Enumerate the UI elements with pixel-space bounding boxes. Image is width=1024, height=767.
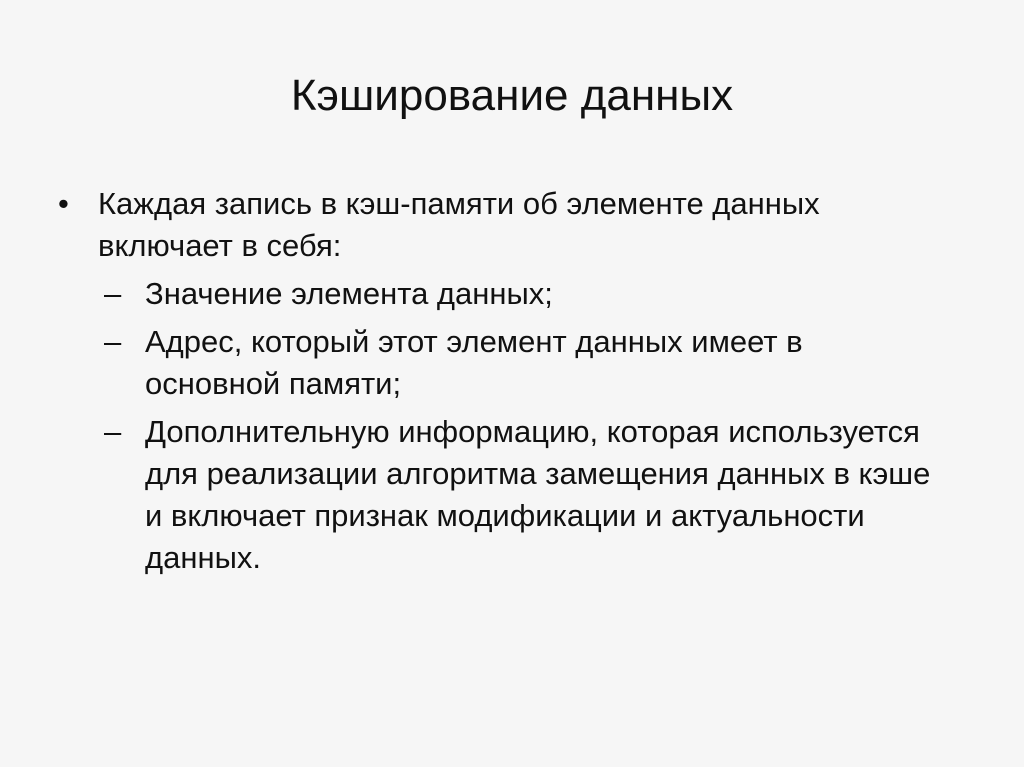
dash-marker-1: – (104, 276, 122, 311)
sub-point-1: Значение элемента данных; (145, 276, 553, 311)
sub-point-3: Дополнительную информацию, которая используется для реализации алгоритма замещения данных в кэше и включает признак модификации и актуальности данных. (145, 414, 931, 575)
bullet-marker: • (58, 186, 69, 221)
main-point-text: Каждая запись в кэш-памяти об элементе данных включает в себя: (98, 186, 820, 263)
dash-marker-2: – (104, 324, 122, 359)
sub-point-2: Адрес, который этот элемент данных имеет в основной памяти; (145, 324, 803, 401)
dash-marker-3: – (104, 414, 122, 449)
slide-title: Кэширование данных (290, 71, 734, 120)
